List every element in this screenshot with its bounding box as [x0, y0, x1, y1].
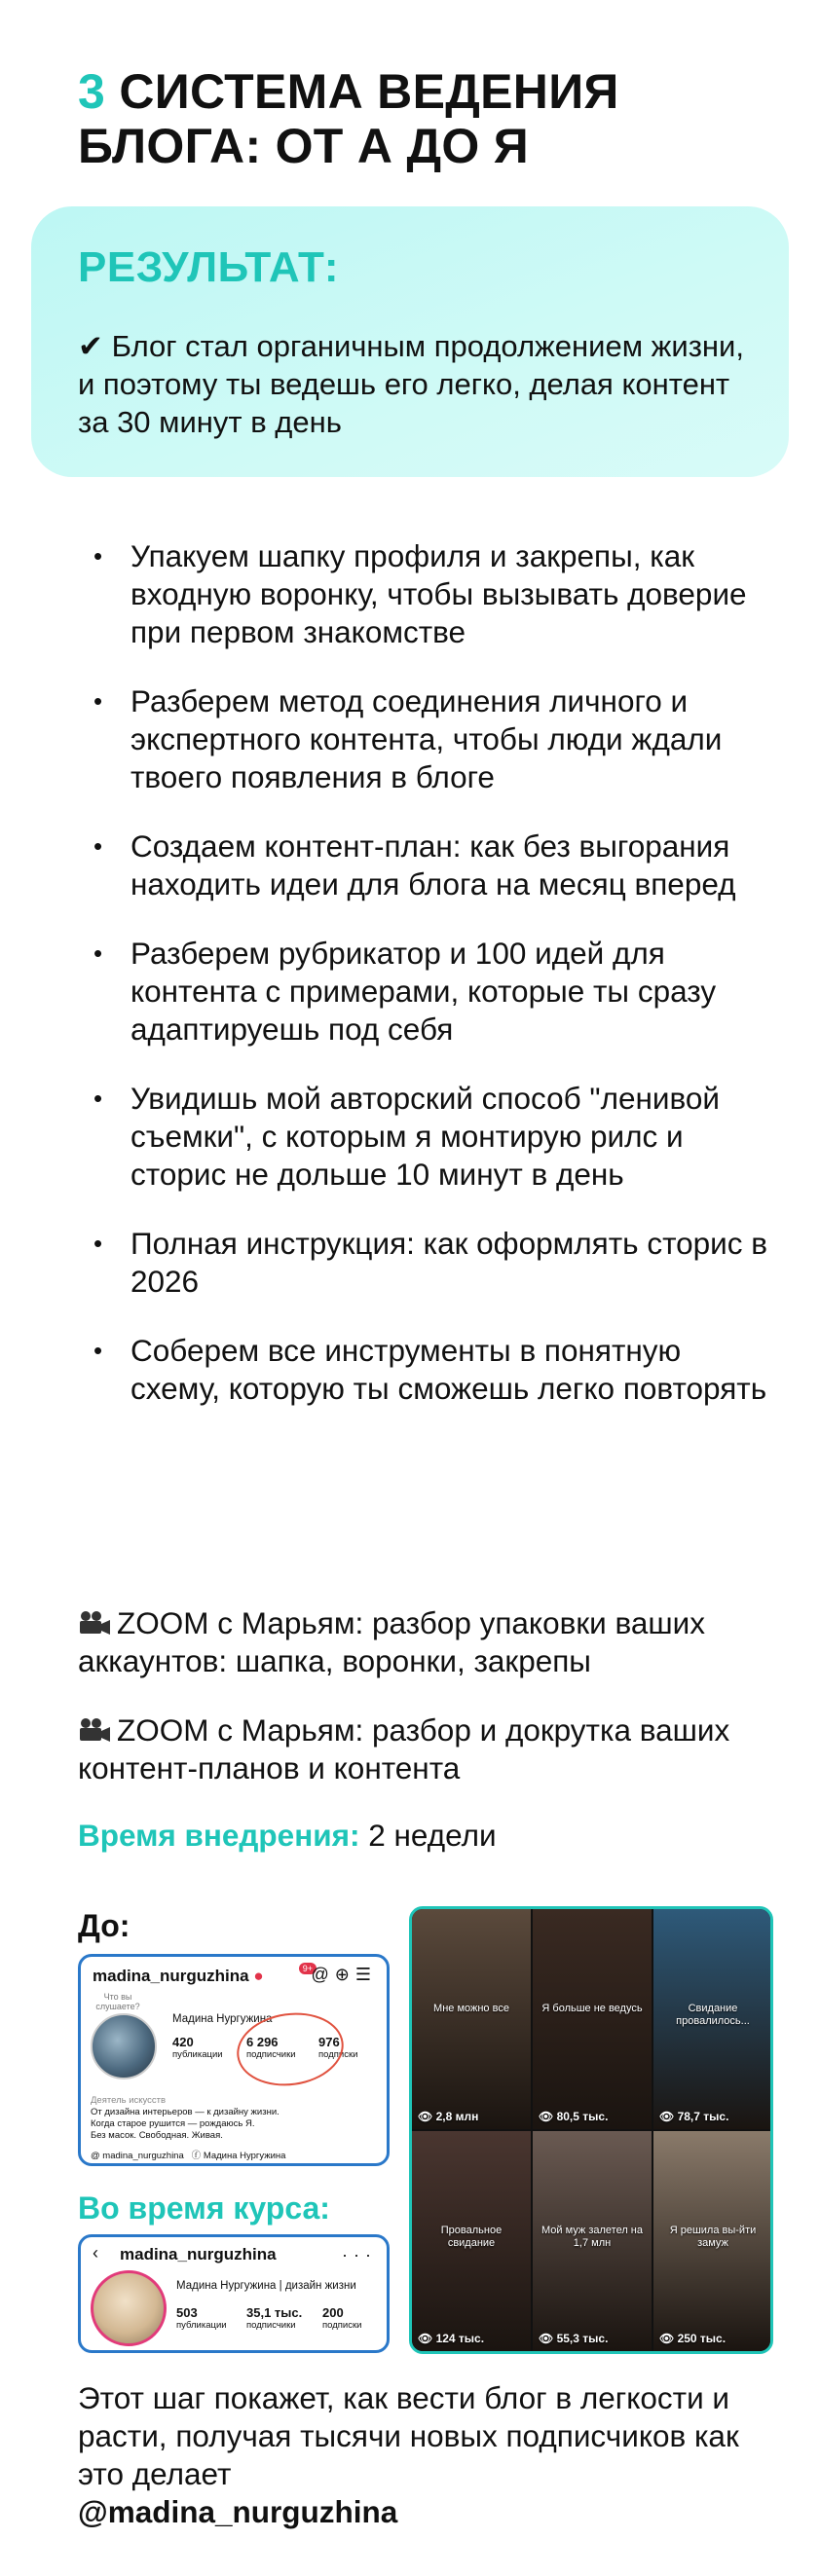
views-count: 👁 55,3 тыс. — [539, 2332, 609, 2345]
notification-badge: 9+ — [299, 1963, 317, 1974]
stat-following: 976 подписки — [318, 2035, 358, 2060]
stat-followers: 6 296 подписчики — [246, 2035, 296, 2060]
list-item: • Полная инструкция: как оформлять сторис в 2026 — [93, 1225, 775, 1301]
stat-posts: 503 публикации — [176, 2305, 227, 2331]
list-item: • Увидишь мой авторский способ "ленивой съемки", с которым я монтирую рилс и сторис не дольше 10 минут в день — [93, 1080, 775, 1194]
movie-camera-icon — [78, 1606, 111, 1632]
list-item: • Упакуем шапку профиля и закрепы, как входную воронку, чтобы вызывать доверие при первом знакомстве — [93, 537, 775, 651]
avatar — [91, 2270, 167, 2346]
outro-text: Этот шаг покажет, как вести блог в легкости и расти, получая тысячи новых подписчиков как это делает @madina_nurguzhina — [78, 2379, 779, 2531]
profile-before-screenshot — [78, 1954, 390, 2166]
title-text: СИСТЕМА ВЕДЕНИЯ БЛОГА: ОТ А ДО Я — [78, 64, 619, 173]
profile-name: Мадина Нургужина — [172, 2013, 273, 2025]
profile-username: madina_nurguzhina ● — [93, 1967, 264, 1985]
views-count: 👁 80,5 тыс. — [539, 2110, 609, 2123]
profile-bio: Деятель искусств От дизайна интерьеров — к дизайну жизни. Когда старое рушится — рождаюсь Я. Без масок. Свободная. Живая. — [91, 2095, 280, 2141]
before-label: До: — [78, 1908, 130, 1943]
profile-links: @ madina_nurguzhina ⓕ Мадина Нургужина — [91, 2151, 286, 2161]
back-icon: ‹ — [93, 2243, 98, 2263]
implementation-label: Время внедрения: — [78, 1818, 360, 1853]
header-icons — [311, 1965, 377, 1985]
profile-name: Мадина Нургужина | дизайн жизни — [176, 2280, 356, 2292]
reel-tile: Я решила вы-йти замуж 👁 250 тыс. — [653, 2131, 772, 2351]
views-count: 👁 250 тыс. — [659, 2332, 727, 2345]
author-handle: @madina_nurguzhina — [78, 2494, 398, 2529]
reel-tile: Свидание провалилось... 👁 78,7 тыс. — [653, 1909, 772, 2129]
note-bubble: Что вы слушаете? — [95, 1992, 140, 2011]
reel-tile: Мне можно все 👁 2,8 млн — [412, 1909, 531, 2129]
threads-icon: @ — [311, 1965, 335, 1984]
reel-tile: Мой муж залетел на 1,7 млн 👁 55,3 тыс. — [533, 2131, 652, 2351]
list-item: • Разберем рубрикатор и 100 идей для контента с примерами, которые ты сразу адаптируешь под себя — [93, 935, 775, 1049]
result-text: ✔ Блог стал органичным продолжением жизни, и поэтому ты ведешь его легко, делая контент за 30 минут в день — [78, 329, 744, 439]
menu-icon: ☰ — [354, 1965, 377, 1984]
list-item: • Разберем метод соединения личного и экспертного контента, чтобы люди ждали твоего появления в блоге — [93, 682, 775, 796]
views-count: 👁 2,8 млн — [418, 2110, 479, 2123]
list-item: • Соберем все инструменты в понятную схему, которую ты сможешь легко повторять — [93, 1332, 775, 1408]
profile-username: madina_nurguzhina — [120, 2245, 277, 2263]
bullet-list — [93, 537, 775, 1408]
result-card — [31, 206, 789, 477]
zoom-session-2 — [78, 1711, 799, 1787]
page-title — [78, 64, 760, 173]
views-count: 👁 124 тыс. — [418, 2332, 485, 2345]
result-title: РЕЗУЛЬТАТ: — [78, 243, 339, 291]
movie-camera-icon — [78, 1713, 111, 1739]
step-number: 3 — [78, 64, 106, 119]
stat-following: 200 подписки — [322, 2305, 362, 2331]
add-icon: ⊕ — [334, 1965, 355, 1984]
views-count: 👁 78,7 тыс. — [659, 2110, 729, 2123]
profile-during-screenshot — [78, 2234, 390, 2353]
reels-grid — [409, 1906, 773, 2354]
zoom-text-2: ZOOM с Марьям: разбор и докрутка ваших контент-планов и контента — [78, 1712, 730, 1785]
zoom-text-1: ZOOM с Марьям: разбор упаковки ваших аккаунтов: шапка, воронки, закрепы — [78, 1605, 705, 1678]
more-icon: ··· — [342, 2245, 377, 2264]
implementation-value: 2 недели — [368, 1818, 497, 1853]
avatar — [91, 2013, 157, 2079]
stat-posts: 420 публикации — [172, 2035, 223, 2060]
during-label: Во время курса: — [78, 2190, 330, 2226]
list-item: • Создаем контент-план: как без выгорания находить идеи для блога на месяц вперед — [93, 828, 775, 903]
reel-tile: Я больше не ведусь 👁 80,5 тыс. — [533, 1909, 652, 2129]
zoom-session-1 — [78, 1604, 799, 1680]
implementation-time — [78, 1817, 497, 1855]
stat-followers: 35,1 тыс. подписчики — [246, 2305, 303, 2331]
reel-tile: Провальное свидание 👁 124 тыс. — [412, 2131, 531, 2351]
